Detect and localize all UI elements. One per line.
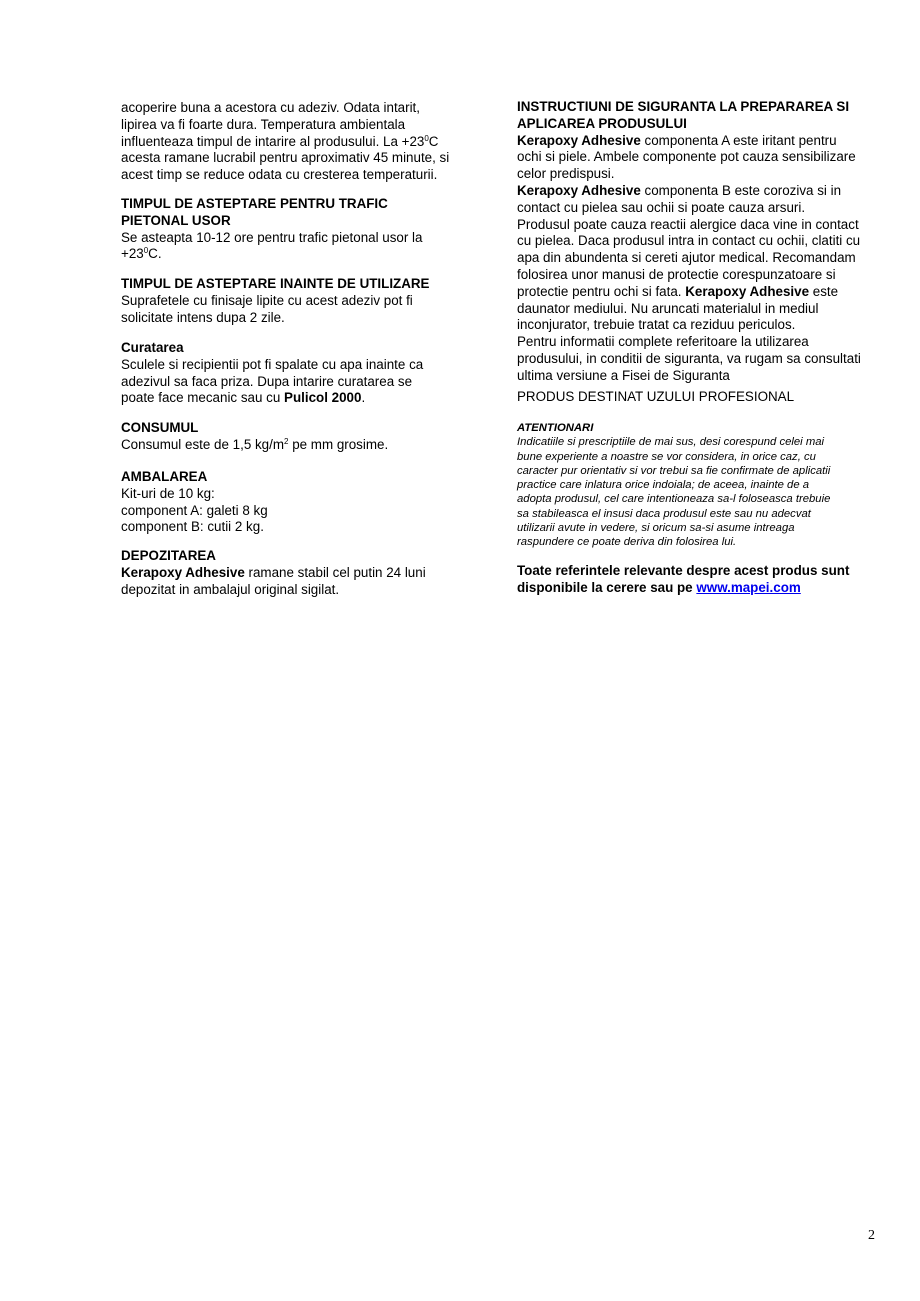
text: +23 [121, 246, 144, 262]
text-line [517, 217, 861, 234]
bold-text: Kerapoxy Adhesive [517, 132, 641, 148]
text: produsului, in conditii de siguranta, va rugam sa consultati [517, 350, 861, 366]
bold-text: Kerapoxy Adhesive [121, 564, 245, 580]
text-line [121, 548, 426, 565]
text-line [517, 478, 830, 492]
bold-text: TIMPUL DE ASTEPTARE INAINTE DE UTILIZARE [121, 276, 430, 291]
text: caracter pur orientativ si vor trebui sa fie confirmate de aplicatii [517, 464, 831, 477]
text: ramane stabil cel putin 24 luni [244, 564, 426, 580]
text-line [121, 565, 426, 582]
text-line [121, 276, 430, 293]
text: inconjurator, trebuie tratat ca reziduu periculos. [517, 317, 796, 333]
text: cu pielea. Daca produsul intra in contact cu ochii, clatiti cu [517, 233, 861, 249]
text: poate face mecanic sau cu [121, 390, 285, 406]
text-line [121, 582, 426, 599]
text-line [121, 390, 423, 407]
text-line [121, 196, 422, 213]
bold-text: Toate referintele relevante despre acest produs sunt [517, 563, 850, 578]
text: Produsul poate cauza reactii alergice daca vine in contact [517, 216, 859, 232]
bold-text: disponibile la cerere sau pe [517, 579, 697, 595]
text-line [121, 117, 449, 134]
text: adopta produsul, cel care intentioneaza sa-l foloseasca trebuie [517, 493, 831, 506]
text-line [517, 284, 861, 301]
bold-text: Kerapoxy Adhesive [685, 283, 810, 299]
text-line [121, 469, 268, 486]
text-line [517, 250, 861, 267]
text-line [121, 340, 423, 357]
text-line [517, 317, 861, 334]
text-line [517, 133, 861, 150]
text-line [517, 421, 830, 435]
text: Kit-uri de 10 kg: [121, 485, 215, 501]
text-line [121, 213, 422, 230]
text: protectie pentru ochi si fata. [517, 283, 686, 299]
text-line [121, 519, 268, 536]
bold-text: Curatarea [121, 340, 184, 355]
text: Se asteapta 10-12 ore pentru trafic pietonal usor la [121, 229, 423, 245]
text: solicitate intens dupa 2 zile. [121, 309, 285, 325]
text: PRODUS DESTINAT UZULUI PROFESIONAL [517, 389, 795, 404]
text: acoperire buna a acestora cu adeziv. Odata intarit, [121, 100, 420, 115]
text: componenta B este coroziva si in [640, 182, 842, 198]
text-line [121, 503, 268, 520]
text: raspundere ce poate deriva din folosirea lui. [517, 536, 737, 549]
text-line [121, 293, 430, 310]
text: utilizarii avute in vedere, si oricum sa-si asume intreaga [517, 522, 795, 535]
text-line [517, 267, 861, 284]
bold-text: Kerapoxy Adhesive [517, 182, 641, 198]
superscript: 2 [284, 436, 289, 446]
text: lipirea va fi foarte dura. Temperatura ambientala [121, 116, 406, 132]
text-line [517, 435, 830, 449]
bold-text: TIMPUL DE ASTEPTARE PENTRU TRAFIC [121, 196, 388, 211]
text: folosirea unor manusi de protectie corespunzatoare si [517, 266, 836, 282]
text-line [517, 464, 830, 478]
bold-text: CONSUMUL [121, 420, 199, 435]
text: este [809, 283, 839, 299]
text-line [121, 134, 449, 151]
text-line [121, 100, 449, 117]
text: ultima versiune a Fisei de Siguranta [517, 367, 730, 383]
section-cleaning [121, 340, 423, 407]
text: apa din abundenta si cereti ajutor medical. Recomandam [517, 250, 856, 266]
text-line [121, 420, 388, 437]
text: Indicatiile si prescriptiile de mai sus, desi corespund celei mai [517, 436, 825, 449]
page-number: 2 [868, 1228, 875, 1243]
section-before-use [121, 276, 430, 326]
text-line [517, 200, 861, 217]
text-line [121, 230, 422, 247]
text: sa stabileasca el insusi daca produsul este sau nu adecvat [517, 507, 811, 520]
bold-text: Pulicol 2000 [284, 390, 362, 406]
bold-text: APLICAREA PRODUSULUI [517, 115, 687, 131]
text-line [517, 535, 830, 549]
text-line [121, 246, 422, 263]
text-line [517, 99, 861, 116]
professional-use-note [517, 389, 794, 406]
text-line [517, 351, 861, 368]
text-line [517, 116, 861, 133]
text-line [517, 521, 830, 535]
bold-text: AMBALAREA [121, 469, 208, 484]
text: Sculele si recipientii pot fi spalate cu apa inainte ca [121, 356, 424, 372]
text: Pentru informatii complete referitoare la utilizarea [517, 334, 809, 350]
text: Suprafetele cu finisaje lipite cu acest adeziv pot fi [121, 292, 413, 308]
text: acesta ramane lucrabil pentru aproximativ 45 minute, si [121, 150, 450, 166]
section-packaging [121, 469, 268, 536]
text: ochi si piele. Ambele componente pot cauza sensibilizare [517, 149, 856, 165]
text: pe mm grosime. [288, 436, 389, 452]
text-line [121, 357, 423, 374]
text-line [121, 437, 388, 454]
bold-text: INSTRUCTIUNI DE SIGURANTA LA PREPARAREA SI [517, 99, 850, 114]
text: adezivul sa faca priza. Dupa intarire curatarea se [121, 373, 413, 389]
intro-paragraph [121, 100, 449, 184]
text: component B: cutii 2 kg. [121, 519, 264, 535]
superscript: 0 [424, 133, 429, 143]
text-line [121, 150, 449, 167]
bold-text: PIETONAL USOR [121, 212, 231, 228]
text: C [428, 133, 439, 149]
text: C. [148, 246, 162, 262]
text-line [517, 301, 861, 318]
text-line [517, 389, 794, 406]
superscript: 0 [143, 246, 149, 256]
section-warnings [517, 421, 830, 550]
bold-text: DEPOZITAREA [121, 548, 216, 563]
text-line [517, 450, 830, 464]
text: celor predispusi. [517, 166, 615, 182]
text: bune experiente a noastre se vor considera, in orice caz, cu [517, 450, 816, 463]
references-note [517, 563, 849, 597]
text-line [517, 334, 861, 351]
section-storage [121, 548, 426, 598]
text-line [517, 580, 849, 597]
text-line [121, 310, 430, 327]
text-line [121, 374, 423, 391]
text-line [121, 486, 268, 503]
text: daunator mediului. Nu aruncati materialul in mediul [517, 300, 819, 316]
text-line [517, 149, 861, 166]
text: componenta A este iritant pentru [640, 132, 837, 148]
text-line [517, 492, 830, 506]
text-line [517, 368, 861, 385]
text-line [517, 233, 861, 250]
text: Consumul este de 1,5 kg/m [121, 436, 285, 452]
text: influenteaza timpul de intarire al produsului. La +23 [121, 133, 425, 149]
mapei-website-link[interactable]: www.mapei.com [696, 579, 801, 595]
text-line [517, 563, 849, 580]
section-consumption [121, 420, 388, 454]
section-safety [517, 99, 861, 385]
section-pedestrian-traffic [121, 196, 422, 263]
text-line [517, 166, 861, 183]
text: . [361, 390, 366, 406]
text: practice care inlatura orice indoiala; de aceea, inainte de a [517, 479, 810, 492]
text-line [121, 167, 449, 184]
text: acest timp se reduce odata cu cresterea temperaturii. [121, 167, 438, 183]
text: depozitat in ambalajul original sigilat. [121, 581, 340, 597]
text: contact cu pielea sau ochii si poate cauza arsuri. [517, 199, 806, 215]
bold-text: ATENTIONARI [517, 422, 594, 434]
text: component A: galeti 8 kg [121, 502, 268, 518]
text-line [517, 507, 830, 521]
text-line [517, 183, 861, 200]
